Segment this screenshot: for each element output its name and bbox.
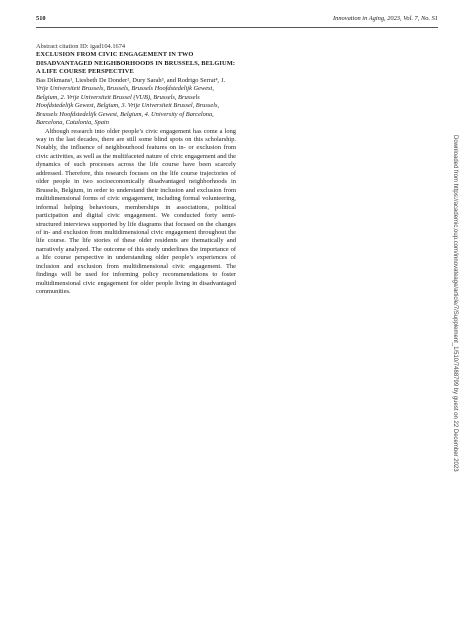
running-head: Innovation in Aging, 2023, Vol. 7, No. S1 <box>333 15 438 22</box>
download-notice: Downloaded from https://academic.oup.com/innovateage/article/7/Supplement_1/510/7488799 by guest on 22 December 2023 <box>452 135 458 472</box>
abstract-body: Although research into older people’s civic engagement has come a long way in the last decades, there are still some blind spots on this scholarship. Notably, the influence of neighbourhood features on in- or exclusion from civic activities, as well as the multifaceted nature of civic engagement and the dynamics of such processes across the life course have been scarcely addressed. Therefore, this research focuses on the life course trajectories of older people in two socioeconomically disadvantaged neighborhoods in Brussels, Belgium, in order to understand their inclusion and exclusion from multidimensional forms of civic engagement, including formal volunteering, informal helping behaviours, memberships in associations, political participation and digital civic engagement. We conducted forty semi-structured interviews supported by life diagrams that focused on the changes of in- and exclusion from multidimensional civic engagement throughout the life course. The life stories of these older residents are thematically and narratively analyzed. The outcome of this study underlines the importance of a life course perspective in understanding older people’s experiences of inclusion and exclusion from multidimensional civic engagement. The findings will be used for informing policy recommendations to foster multidimensional civic engagement for older people living in disadvantaged communities. <box>36 127 236 296</box>
abstract-byline <box>36 77 236 128</box>
header-rule <box>36 27 438 28</box>
abstract-citation-id: Abstract citation ID: igad104.1674 <box>36 43 126 50</box>
abstract <box>36 43 236 297</box>
page-number: 510 <box>36 15 46 22</box>
abstract-affiliations: 1. Vrije Universiteit Brussels, Brussels, Brussels Hoofdstedelijk Gewest, Belgium, 2. Vrije Universiteit Brussel (VUB), Brussels, Brussels Hoofdstedelijk Gewest, Belgium, 3. Vrije Universiteit Brussel, Brussels, Brussels Hoofdstedelijk Gewest, Belgium, 4. University of Barcelona, Barcelona, Catalonia, Spain <box>36 76 226 127</box>
abstract-authors: Bas Dikmans¹, Liesbeth De Donder², Dury Sarah³, and Rodrigo Serrat⁴, <box>36 76 220 84</box>
abstract-title: EXCLUSION FROM CIVIC ENGAGEMENT IN TWO DISADVANTAGED NEIGHBORHOODS IN BRUSSELS, BELGIUM: A LIFE COURSE PERSPECTIVE <box>36 51 236 76</box>
